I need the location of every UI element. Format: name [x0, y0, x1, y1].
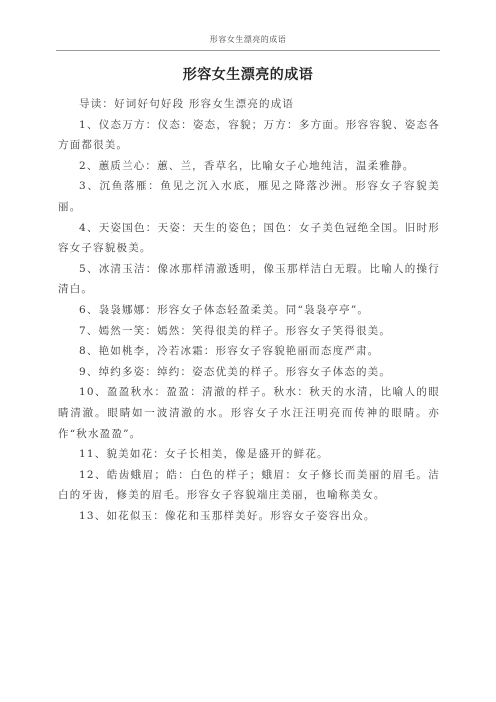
paragraph-item-9: 9、绰约多姿：绰约：姿态优美的样子。形容女子体态的美。 [79, 365, 392, 378]
header-divider [56, 50, 440, 51]
paragraph-item-13: 13、如花似玉：像花和玉那样美好。形容女子姿容出众。 [79, 509, 376, 522]
paragraph-item-3: 3、沉鱼落雁：鱼见之沉入水底，雁见之降落沙洲。形容女子容貌美丽。 [58, 180, 440, 213]
paragraph-item-6: 6、袅袅娜娜：形容女子体态轻盈柔美。同“袅袅亭亭”。 [79, 303, 370, 316]
running-header: 形容女生漂亮的成语 [209, 35, 287, 44]
paragraph-item-10: 10、盈盈秋水：盈盈：清澈的样子。秋水：秋天的水清，比喻人的眼睛清澈。眼睛如一波清澈的水。形容女子水汪汪明亮而传神的眼睛。亦作“秋水盈盈”。 [58, 386, 440, 440]
paragraph-item-7: 7、嫣然一笑：嫣然：笑得很美的样子。形容女子笑得很美。 [79, 324, 392, 337]
paragraph-item-8: 8、艳如桃李，冷若冰霜：形容女子容貌艳丽而态度严肃。 [79, 345, 380, 358]
page-title: 形容女生漂亮的成语 [182, 67, 314, 83]
paragraph-item-1: 1、仪态万方：仪态：姿态，容貌；万方：多方面。形容容貌、姿态各方面都很美。 [58, 118, 440, 152]
paragraph-intro: 导读：好词好句好段 形容女生漂亮的成语 [79, 98, 295, 110]
article-body [58, 94, 440, 526]
paragraph-item-4: 4、天姿国色：天姿：天生的姿色；国色：女子美色冠绝全国。旧时形容女子容貌极美。 [58, 221, 440, 255]
paragraph-item-11: 11、貌美如花：女子长相美，像是盛开的鲜花。 [79, 448, 329, 461]
paragraph-item-5: 5、冰清玉洁：像冰那样清澈透明，像玉那样洁白无瑕。比喻人的操行清白。 [58, 262, 440, 296]
paragraph-item-2: 2、蕙质兰心：蕙、兰，香草名，比喻女子心地纯洁，温柔雅静。 [79, 159, 415, 172]
paragraph-item-12: 12、皓齿蛾眉；皓：白色的样子；蛾眉：女子修长而美丽的眉毛。洁白的牙齿，修美的眉毛。形容女子容貌端庄美丽，也喻称美女。 [58, 468, 440, 502]
